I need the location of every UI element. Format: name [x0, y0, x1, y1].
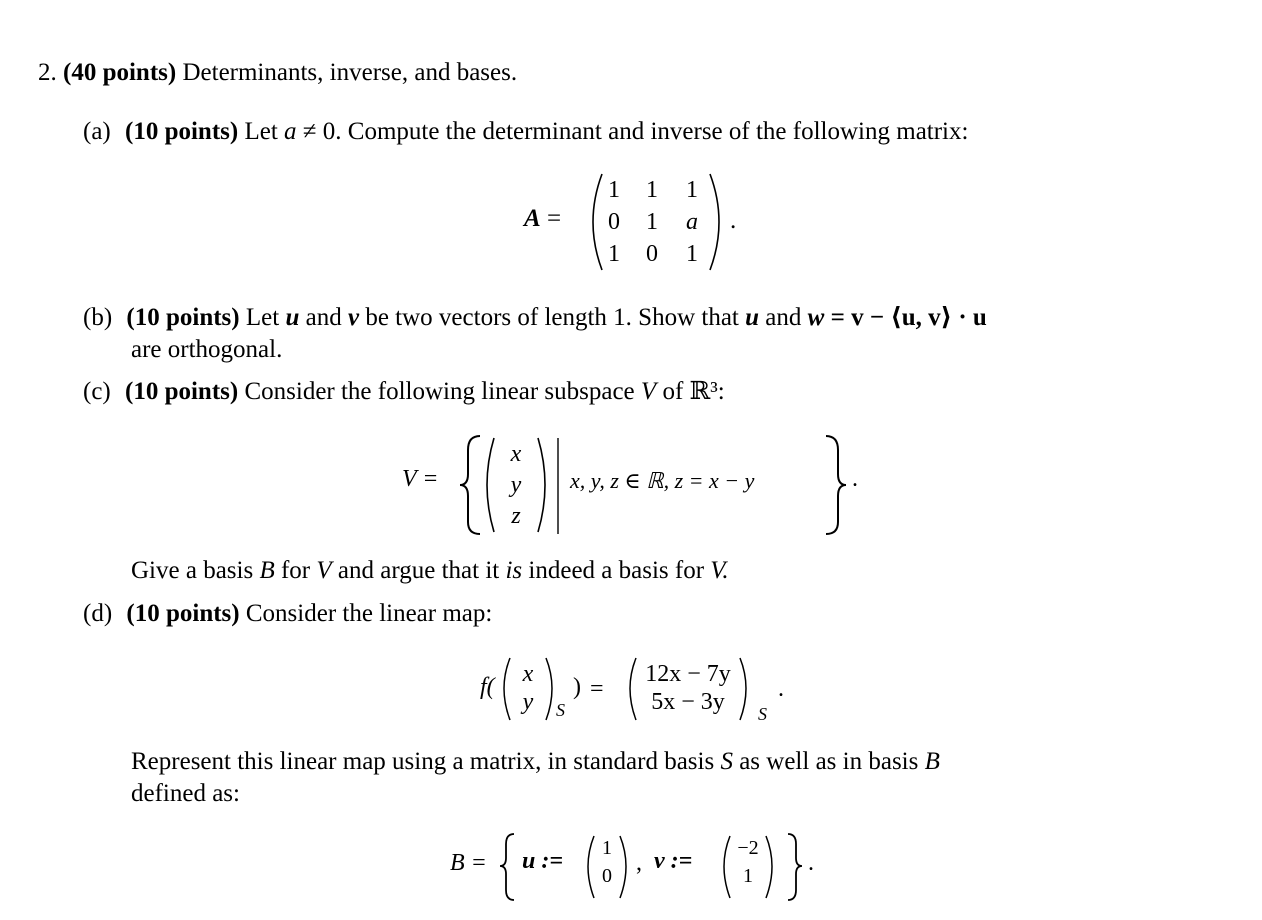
- part-b-text: and: [305, 304, 342, 331]
- part-c-text: Give a basis: [131, 557, 254, 584]
- basis-v-def: v :=: [654, 848, 693, 874]
- map-input-basis: S: [556, 700, 565, 720]
- part-d-defined-as: defined as:: [131, 780, 240, 807]
- map-close-paren: ): [573, 674, 581, 700]
- matrix-a-name: A =: [524, 205, 562, 232]
- map-input-cell: y: [522, 689, 534, 715]
- part-a-text-2: ≠ 0. Compute the determinant and inverse of the following matrix:: [302, 118, 969, 145]
- matrix-a-period: .: [730, 207, 737, 234]
- part-d-points: (10 points): [126, 600, 240, 627]
- part-a-text: Let: [244, 118, 278, 145]
- problem-header: [38, 58, 517, 88]
- map-output-vector: [622, 654, 762, 734]
- part-a-points: (10 points): [125, 118, 239, 145]
- part-d-represent: [131, 747, 940, 777]
- part-c-text: of: [662, 378, 684, 405]
- matrix-a-cell: 1: [608, 177, 620, 203]
- basis-comma: ,: [636, 850, 642, 876]
- basis-B: B: [259, 557, 275, 584]
- w-formula: = v − ⟨u, v⟩ · u: [830, 304, 987, 331]
- basis-v-cell: −2: [737, 837, 759, 859]
- map-output-cell: 5x − 3y: [651, 689, 725, 715]
- basis-v-cell: 1: [743, 865, 753, 887]
- vec-u: u: [285, 304, 300, 331]
- vec-w: w: [807, 304, 825, 331]
- part-a-label: (a): [83, 118, 111, 145]
- part-c-text: Consider the following linear subspace: [244, 378, 635, 405]
- part-c-label: (c): [83, 378, 111, 405]
- part-b-text: Let: [245, 304, 280, 331]
- reals-3: ℝ³:: [689, 378, 725, 405]
- part-d-text: as well as in basis: [739, 748, 919, 775]
- part-d-text: Consider the linear map:: [245, 600, 493, 627]
- matrix-a-cell: 1: [646, 209, 658, 235]
- part-d-label: (d): [83, 600, 113, 627]
- part-b-text: and: [765, 304, 802, 331]
- part-c-text: for: [280, 557, 311, 584]
- matrix-a-cell: 1: [646, 177, 658, 203]
- set-v-condition: x, y, z ∈ ℝ, z = x − y: [570, 468, 755, 493]
- var-a: a: [284, 118, 297, 145]
- basis-B: B: [924, 748, 940, 775]
- set-v: [458, 430, 858, 540]
- map-output-basis: S: [758, 704, 767, 724]
- vec-u: u: [745, 304, 760, 331]
- part-c-followup: [131, 556, 729, 586]
- part-c-statement: [83, 377, 725, 407]
- map-equals: =: [590, 676, 604, 702]
- matrix-a-cell: 0: [608, 209, 620, 235]
- problem-number: 2.: [38, 59, 57, 86]
- part-b-label: (b): [83, 304, 113, 331]
- basis-b-name: B =: [450, 850, 487, 876]
- var-V: V.: [710, 557, 729, 584]
- emph-is: is: [505, 557, 523, 584]
- part-c-text: indeed a basis for: [528, 557, 705, 584]
- var-V: V: [640, 378, 657, 405]
- basis-u-cell: 0: [602, 865, 612, 887]
- map-input-cell: x: [522, 661, 534, 687]
- part-b-points: (10 points): [126, 304, 240, 331]
- problem-points: (40 points): [63, 59, 177, 86]
- part-d-statement: [83, 599, 492, 629]
- part-a-statement: [83, 117, 968, 147]
- set-v-vector-cell: y: [510, 472, 522, 498]
- problem-title: Determinants, inverse, and bases.: [182, 59, 518, 86]
- part-b-statement: [83, 303, 987, 333]
- vec-v: v: [347, 304, 360, 331]
- map-output-cell: 12x − 7y: [645, 661, 731, 687]
- set-v-period: .: [852, 466, 858, 492]
- basis-b-set: [498, 828, 828, 908]
- part-c-text: and argue that it: [337, 557, 500, 584]
- part-b-line2: are orthogonal.: [131, 336, 283, 363]
- matrix-a-cell: a: [686, 209, 698, 235]
- basis-u-def: u :=: [522, 848, 564, 874]
- matrix-a-cell: 0: [646, 241, 658, 267]
- set-v-vector-cell: x: [510, 441, 522, 467]
- map-period: .: [778, 676, 784, 702]
- part-d-text: Represent this linear map using a matrix, in standard basis: [131, 748, 715, 775]
- map-f: f(: [480, 674, 495, 700]
- basis-period: .: [808, 850, 814, 876]
- set-v-vector-cell: z: [511, 503, 521, 529]
- basis-S: S: [720, 748, 733, 775]
- matrix-a-cell: 1: [686, 177, 698, 203]
- matrix-a: [588, 170, 738, 275]
- matrix-a-cell: 1: [608, 241, 620, 267]
- basis-u-cell: 1: [602, 837, 612, 859]
- part-c-points: (10 points): [125, 378, 239, 405]
- matrix-a-cell: 1: [686, 241, 698, 267]
- part-b-text: be two vectors of length 1. Show that: [365, 304, 739, 331]
- var-V: V: [316, 557, 332, 584]
- set-v-name: V =: [402, 466, 439, 492]
